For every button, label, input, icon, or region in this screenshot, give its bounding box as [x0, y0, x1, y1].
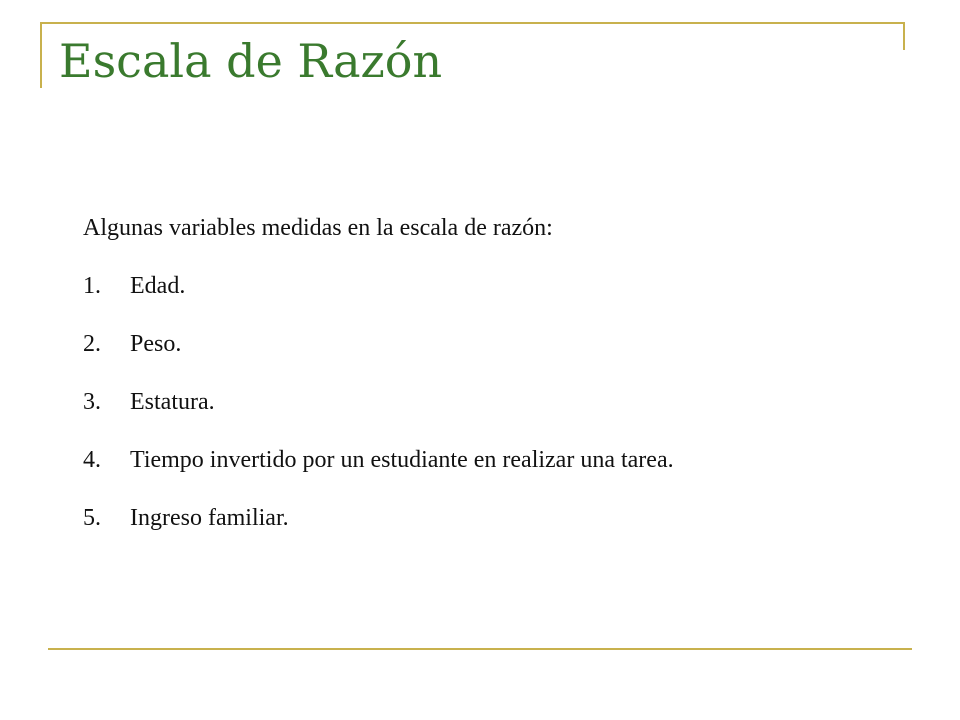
list-item-text: Edad.: [130, 273, 186, 299]
list-item-text: Tiempo invertido por un estudiante en realizar una tarea.: [130, 447, 674, 473]
top-accent-line: [40, 22, 904, 24]
slide-title: Escala de Razón: [59, 34, 443, 88]
list-item-number: 4.: [83, 447, 101, 473]
variables-list: [83, 264, 923, 554]
list-item-number: 3.: [83, 389, 101, 415]
list-item: [83, 264, 923, 322]
right-accent-line: [903, 22, 905, 50]
left-accent-line: [40, 22, 42, 88]
list-item-text: Peso.: [130, 331, 182, 357]
list-item: [83, 322, 923, 380]
list-item: [83, 438, 923, 496]
list-item-number: 2.: [83, 331, 101, 357]
intro-text: Algunas variables medidas en la escala de razón:: [83, 215, 553, 241]
list-item: [83, 380, 923, 438]
list-item-number: 5.: [83, 505, 101, 531]
slide-content: [83, 206, 923, 554]
list-item-text: Ingreso familiar.: [130, 505, 289, 531]
list-item-number: 1.: [83, 273, 101, 299]
list-item-text: Estatura.: [130, 389, 215, 415]
list-item: [83, 496, 923, 554]
bottom-accent-line: [48, 648, 912, 650]
